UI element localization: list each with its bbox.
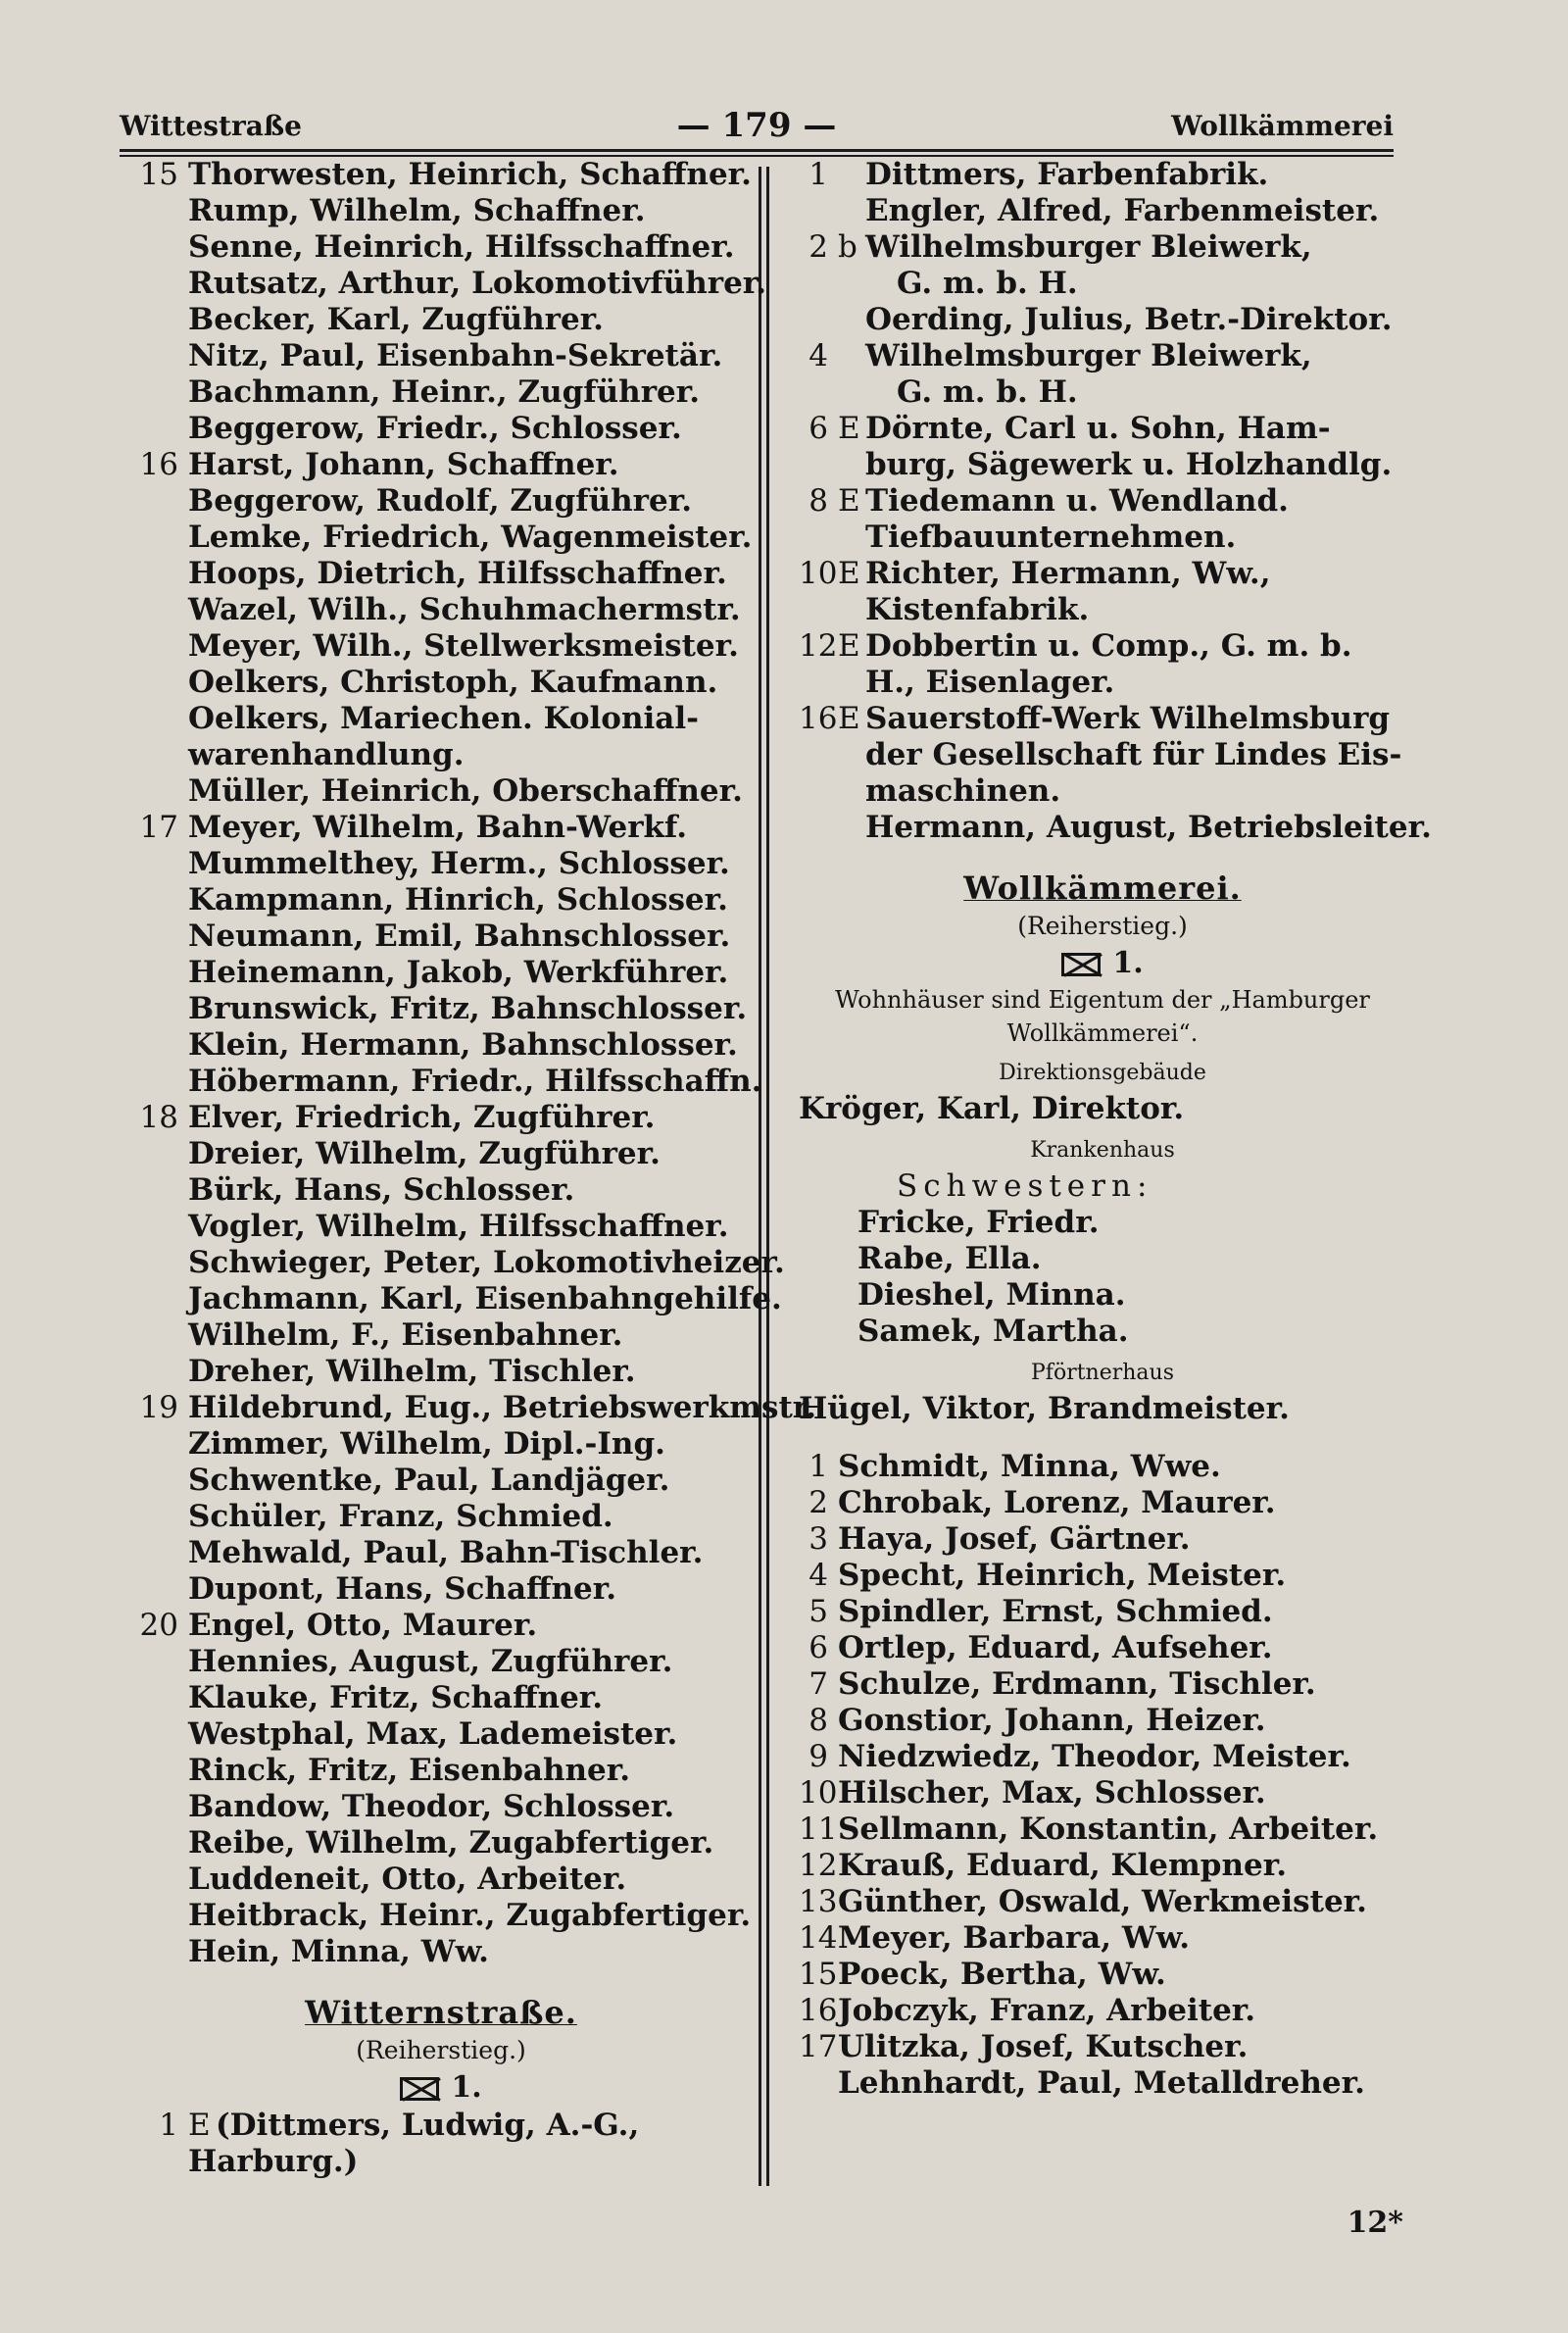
entry-text: Luddeneit, Otto, Arbeiter. xyxy=(188,1861,627,1897)
entry-text: Jachmann, Karl, Eisenbahngehilfe. xyxy=(188,1281,782,1316)
house-number: 2 xyxy=(808,229,828,265)
list-item xyxy=(129,1100,753,1136)
entry-text: Tiefbauunternehmen. xyxy=(865,520,1237,555)
list-item xyxy=(129,1136,753,1172)
schwester-entry: Rabe, Ella. xyxy=(858,1241,1042,1276)
list-item xyxy=(799,483,1406,520)
entry-text: Kistenfabrik. xyxy=(865,592,1090,627)
postbox-witternstrasse xyxy=(129,2068,753,2108)
entry-text: Wilhelm, F., Eisenbahner. xyxy=(188,1317,623,1353)
right-column xyxy=(799,157,1432,2102)
direktor-entry: Kröger, Karl, Direktor. xyxy=(799,1091,1185,1126)
list-item xyxy=(129,447,753,483)
list-item xyxy=(129,773,753,810)
house-number: 1 xyxy=(808,157,828,192)
entry-text: (Dittmers, Ludwig, A.-G., xyxy=(216,2108,640,2143)
list-item xyxy=(799,810,1432,846)
entry-text: Meyer, Wilh., Stellwerksmeister. xyxy=(188,628,739,664)
entry-marker: E xyxy=(838,628,860,664)
house-number: 1 xyxy=(808,1449,828,1484)
entry-text: Klein, Hermann, Bahnschlosser. xyxy=(188,1027,738,1063)
list-item xyxy=(129,374,753,411)
list-item xyxy=(799,592,1406,628)
list-item xyxy=(799,157,1406,193)
house-number: 10 xyxy=(799,1775,838,1811)
list-item xyxy=(129,157,753,193)
postbox-number: 1. xyxy=(451,2070,482,2105)
entry-text: Heitbrack, Heinr., Zugabfertiger. xyxy=(188,1898,752,1933)
entry-marker: E xyxy=(838,701,860,736)
list-item xyxy=(129,737,753,773)
list-item xyxy=(129,882,753,918)
house-number: 4 xyxy=(808,1558,828,1593)
entry-text: Krauß, Eduard, Klempner. xyxy=(838,1848,1288,1883)
list-item xyxy=(129,520,753,556)
list-item xyxy=(129,846,753,882)
list-item xyxy=(799,302,1406,338)
building-label-krankenhaus: Krankenhaus xyxy=(1030,1138,1175,1163)
entry-text: Oelkers, Mariechen. Kolonial- xyxy=(188,701,700,736)
list-item xyxy=(129,1571,753,1608)
list-item xyxy=(129,918,753,955)
entry-text: Reibe, Wilhelm, Zugabfertiger. xyxy=(188,1825,714,1861)
list-item xyxy=(799,1848,1406,1884)
list-item xyxy=(799,737,1406,773)
entry-text: Müller, Heinrich, Oberschaffner. xyxy=(188,773,743,809)
entry-text: Zimmer, Wilhelm, Dipl.-Ing. xyxy=(188,1426,665,1462)
entry-text: G. m. b. H. xyxy=(897,266,1078,301)
list-item xyxy=(799,665,1406,701)
entry-text: Senne, Heinrich, Hilfsschaffner. xyxy=(188,229,735,265)
column-divider-left xyxy=(759,167,761,2186)
list-item xyxy=(799,266,1406,302)
list-item xyxy=(129,1209,753,1245)
list-item xyxy=(129,810,753,846)
list-item xyxy=(129,1825,753,1861)
entry-text: Hoops, Dietrich, Hilfsschaffner. xyxy=(188,556,727,591)
list-item xyxy=(129,991,753,1027)
left-entry-list xyxy=(129,157,817,1970)
list-item xyxy=(799,1703,1406,1739)
house-number: 3 xyxy=(808,1521,828,1557)
column-divider-right xyxy=(766,167,769,2186)
section-title-witternstrasse: Witternstraße. xyxy=(305,1994,577,2031)
entry-text: Specht, Heinrich, Meister. xyxy=(838,1558,1287,1593)
house-number: 8 xyxy=(808,483,828,519)
entry-text: Rinck, Fritz, Eisenbahner. xyxy=(188,1753,631,1788)
entry-text: Dreher, Wilhelm, Tischler. xyxy=(188,1354,636,1389)
list-item xyxy=(799,447,1406,483)
list-item xyxy=(129,2108,753,2144)
entry-text: Niedzwiedz, Theodor, Meister. xyxy=(838,1739,1351,1774)
list-item xyxy=(129,1789,753,1825)
right-entry-list xyxy=(799,157,1432,846)
list-item xyxy=(799,1558,1406,1594)
list-item xyxy=(129,1281,782,1317)
schwester-entry: Dieshel, Minna. xyxy=(858,1277,1126,1313)
list-item xyxy=(129,1934,753,1970)
list-item xyxy=(129,1499,753,1535)
schwester-entry: Fricke, Friedr. xyxy=(858,1205,1100,1240)
entry-text: Hennies, August, Zugführer. xyxy=(188,1644,673,1679)
entry-text: Meyer, Wilhelm, Bahn-Werkf. xyxy=(188,810,688,845)
list-item xyxy=(129,229,753,266)
header-left-street: Wittestraße xyxy=(120,110,302,142)
house-number: 16 xyxy=(799,1993,838,2028)
list-item xyxy=(799,1594,1406,1630)
entry-text: Hilscher, Max, Schlosser. xyxy=(838,1775,1266,1811)
entry-marker: E xyxy=(188,2108,211,2143)
entry-text: Kampmann, Hinrich, Schlosser. xyxy=(188,882,728,918)
page-header xyxy=(120,106,1394,149)
list-item xyxy=(799,229,1406,266)
house-number: 13 xyxy=(799,1884,838,1919)
entry-text: Spindler, Ernst, Schmied. xyxy=(838,1594,1273,1629)
entry-text: Günther, Oswald, Werkmeister. xyxy=(838,1884,1367,1919)
entry-text: Sauerstoff-Werk Wilhelmsburg xyxy=(865,701,1391,736)
house-number: 18 xyxy=(139,1100,178,1135)
list-item xyxy=(129,2144,753,2180)
pfoertner-entry: Hügel, Viktor, Brandmeister. xyxy=(799,1391,1290,1426)
entry-marker: b xyxy=(838,229,858,265)
house-number: 10 xyxy=(799,556,838,591)
entry-text: Hildebrund, Eug., Betriebswerkmstr. xyxy=(188,1390,817,1425)
entry-text: Beggerow, Friedr., Schlosser. xyxy=(188,411,682,446)
entry-text: Hermann, August, Betriebsleiter. xyxy=(865,810,1432,845)
entry-text: Bandow, Theodor, Schlosser. xyxy=(188,1789,675,1824)
list-item xyxy=(129,701,753,737)
house-number: 15 xyxy=(799,1957,838,1992)
house-number: 14 xyxy=(799,1920,838,1956)
list-item xyxy=(799,1666,1406,1703)
entry-text: Dittmers, Farbenfabrik. xyxy=(865,157,1269,192)
list-item xyxy=(129,1861,753,1898)
entry-text: H., Eisenlager. xyxy=(865,665,1115,700)
list-item xyxy=(799,411,1406,447)
schwestern-label: Schwestern: xyxy=(897,1168,1153,1204)
house-number: 5 xyxy=(808,1594,828,1629)
entry-text: Chrobak, Lorenz, Maurer. xyxy=(838,1485,1276,1520)
list-item xyxy=(129,483,753,520)
entry-text: warenhandlung. xyxy=(188,737,465,772)
entry-text: Höbermann, Friedr., Hilfsschaffn. xyxy=(188,1064,762,1099)
list-item xyxy=(129,665,753,701)
list-item xyxy=(129,302,753,338)
list-item xyxy=(129,628,753,665)
list-item xyxy=(129,1317,753,1354)
entry-text: Harburg.) xyxy=(188,2144,359,2179)
entry-text: Dreier, Wilhelm, Zugführer. xyxy=(188,1136,661,1171)
entry-text: Becker, Karl, Zugführer. xyxy=(188,302,604,337)
entry-text: Oerding, Julius, Betr.-Direktor. xyxy=(865,302,1393,337)
list-item xyxy=(799,1812,1406,1848)
entry-text: Dupont, Hans, Schaffner. xyxy=(188,1571,617,1607)
postbox-number: 1. xyxy=(1112,946,1144,980)
list-item xyxy=(129,955,753,991)
section-title-wollkaemmerei: Wollkämmerei. xyxy=(963,869,1242,907)
list-item xyxy=(799,1775,1406,1812)
entry-text: Dobbertin u. Comp., G. m. b. xyxy=(865,628,1352,664)
entry-text: Westphal, Max, Lademeister. xyxy=(188,1716,678,1752)
house-number: 4 xyxy=(808,338,828,373)
entry-text: Schwentke, Paul, Landjäger. xyxy=(188,1463,670,1498)
list-item xyxy=(129,411,753,447)
house-number: 12 xyxy=(799,628,838,664)
entry-text: Schüler, Franz, Schmied. xyxy=(188,1499,613,1534)
list-item xyxy=(799,773,1406,810)
house-number: 12 xyxy=(799,1848,838,1883)
list-item xyxy=(799,1521,1406,1558)
header-right-street: Wollkämmerei xyxy=(1171,110,1394,142)
entry-text: Ulitzka, Josef, Kutscher. xyxy=(838,2029,1249,2064)
envelope-icon xyxy=(400,2077,439,2101)
list-item xyxy=(129,1535,753,1571)
entry-text: Lemke, Friedrich, Wagenmeister. xyxy=(188,520,753,555)
list-item xyxy=(799,1957,1406,1993)
entry-text: Poeck, Bertha, Ww. xyxy=(838,1957,1166,1992)
entry-text: Dörnte, Carl u. Sohn, Ham- xyxy=(865,411,1331,446)
entry-marker: E xyxy=(838,483,860,519)
house-number: 11 xyxy=(799,1812,838,1847)
ownership-note: Wohnhäuser sind Eigentum der „Hamburger xyxy=(835,986,1370,1014)
entry-text: Elver, Friedrich, Zugführer. xyxy=(188,1100,656,1135)
house-number: 15 xyxy=(139,157,178,192)
entry-text: der Gesellschaft für Lindes Eis- xyxy=(865,737,1402,772)
list-item xyxy=(129,592,753,628)
list-item xyxy=(129,1390,817,1426)
list-item xyxy=(799,374,1406,411)
list-item xyxy=(129,1027,753,1064)
entry-text: Hein, Minna, Ww. xyxy=(188,1934,489,1969)
house-number: 17 xyxy=(799,2029,838,2064)
entry-text: Engler, Alfred, Farbenmeister. xyxy=(865,193,1380,228)
entry-text: Wazel, Wilh., Schuhmachermstr. xyxy=(188,592,741,627)
list-item xyxy=(799,1485,1406,1521)
list-item xyxy=(129,1644,753,1680)
entry-text: Bürk, Hans, Schlosser. xyxy=(188,1172,575,1208)
house-number: 2 xyxy=(808,1485,828,1520)
list-item xyxy=(129,266,767,302)
building-label-direktion: Direktionsgebäude xyxy=(999,1061,1206,1085)
list-item xyxy=(799,1630,1406,1666)
house-number: 16 xyxy=(139,447,178,482)
page-number: — 179 — xyxy=(676,106,837,145)
left-column xyxy=(129,157,817,2180)
list-item xyxy=(129,1245,785,1281)
house-number: 1 xyxy=(159,2108,178,2143)
house-number: 7 xyxy=(808,1666,828,1702)
entry-text: Brunswick, Fritz, Bahnschlosser. xyxy=(188,991,748,1026)
entry-text: Schwieger, Peter, Lokomotivheizer. xyxy=(188,1245,785,1280)
postbox-wollkaemmerei xyxy=(799,944,1406,983)
list-item xyxy=(799,1739,1406,1775)
house-number: 16 xyxy=(799,701,838,736)
entry-text: Mummelthey, Herm., Schlosser. xyxy=(188,846,730,881)
entry-text: Vogler, Wilhelm, Hilfsschaffner. xyxy=(188,1209,729,1244)
entry-text: Jobczyk, Franz, Arbeiter. xyxy=(838,1993,1256,2028)
building-label-pfoertner: Pförtnerhaus xyxy=(1031,1361,1174,1385)
entry-text: Klauke, Fritz, Schaffner. xyxy=(188,1680,604,1715)
list-item xyxy=(799,2029,1406,2065)
entry-text: Thorwesten, Heinrich, Schaffner. xyxy=(188,157,752,192)
entry-text: Mehwald, Paul, Bahn-Tischler. xyxy=(188,1535,704,1570)
house-number: 6 xyxy=(808,411,828,446)
list-item xyxy=(129,1463,753,1499)
entry-text: Haya, Josef, Gärtner. xyxy=(838,1521,1191,1557)
entry-text: Neumann, Emil, Bahnschlosser. xyxy=(188,918,731,954)
section-sub-witternstrasse: (Reiherstieg.) xyxy=(356,2036,526,2064)
list-item xyxy=(799,556,1406,592)
list-item xyxy=(129,1680,753,1716)
entry-text: Heinemann, Jakob, Werkführer. xyxy=(188,955,729,990)
house-number: 6 xyxy=(808,1630,828,1665)
entry-text: Nitz, Paul, Eisenbahn-Sekretär. xyxy=(188,338,723,373)
list-item xyxy=(129,1426,753,1463)
signature-mark: 12* xyxy=(1347,2206,1403,2240)
list-item xyxy=(129,1608,753,1644)
envelope-icon xyxy=(1061,953,1101,976)
list-item xyxy=(129,1716,753,1753)
entry-text: Bachmann, Heinr., Zugführer. xyxy=(188,374,701,410)
section-sub-wollkaemmerei: (Reiherstieg.) xyxy=(1017,912,1188,940)
schwestern-list xyxy=(799,1205,1406,1350)
list-item xyxy=(129,556,753,592)
list-item xyxy=(799,2065,1406,2102)
list-item xyxy=(129,1172,753,1209)
entry-text: G. m. b. H. xyxy=(897,374,1078,410)
entry-text: Rump, Wilhelm, Schaffner. xyxy=(188,193,646,228)
entry-text: Harst, Johann, Schaffner. xyxy=(188,447,619,482)
list-item xyxy=(799,520,1406,556)
house-number: 9 xyxy=(808,1739,828,1774)
entry-text: Schulze, Erdmann, Tischler. xyxy=(838,1666,1316,1702)
entry-text: Sellmann, Konstantin, Arbeiter. xyxy=(838,1812,1379,1847)
list-item xyxy=(799,193,1406,229)
list-item xyxy=(799,1920,1406,1957)
list-item xyxy=(799,1449,1406,1485)
list-item xyxy=(129,1064,762,1100)
wollkaemmerei-residents xyxy=(799,1449,1406,2102)
entry-text: Wilhelmsburger Bleiwerk, xyxy=(865,338,1312,373)
list-item xyxy=(799,1993,1406,2029)
header-rule xyxy=(120,149,1394,152)
list-item xyxy=(799,1884,1406,1920)
schwester-entry: Samek, Martha. xyxy=(858,1314,1129,1349)
entry-text: maschinen. xyxy=(865,773,1061,809)
list-item xyxy=(799,338,1406,374)
entry-text: Tiedemann u. Wendland. xyxy=(865,483,1289,519)
house-number: 8 xyxy=(808,1703,828,1738)
entry-text: Schmidt, Minna, Wwe. xyxy=(838,1449,1221,1484)
ownership-note-cont: Wollkämmerei“. xyxy=(1006,1019,1199,1047)
list-item xyxy=(799,701,1406,737)
entry-text: Gonstior, Johann, Heizer. xyxy=(838,1703,1266,1738)
house-number: 17 xyxy=(139,810,178,845)
house-number: 20 xyxy=(139,1608,178,1643)
entry-text: Richter, Hermann, Ww., xyxy=(865,556,1271,591)
list-item xyxy=(129,338,753,374)
entry-text: Lehnhardt, Paul, Metalldreher. xyxy=(838,2065,1365,2101)
entry-marker: E xyxy=(838,556,860,591)
entry-text: Oelkers, Christoph, Kaufmann. xyxy=(188,665,718,700)
entry-text: Rutsatz, Arthur, Lokomotivführer. xyxy=(188,266,767,301)
entry-text: Engel, Otto, Maurer. xyxy=(188,1608,538,1643)
list-item xyxy=(129,1898,753,1934)
list-item xyxy=(129,193,753,229)
list-item xyxy=(799,628,1406,665)
list-item xyxy=(129,1753,753,1789)
entry-text: Meyer, Barbara, Ww. xyxy=(838,1920,1190,1956)
entry-text: burg, Sägewerk u. Holzhandlg. xyxy=(865,447,1393,482)
entry-text: Ortlep, Eduard, Aufseher. xyxy=(838,1630,1273,1665)
entry-text: Wilhelmsburger Bleiwerk, xyxy=(865,229,1312,265)
list-item xyxy=(129,1354,753,1390)
house-number: 19 xyxy=(139,1390,178,1425)
entry-text: Beggerow, Rudolf, Zugführer. xyxy=(188,483,693,519)
entry-marker: E xyxy=(838,411,860,446)
